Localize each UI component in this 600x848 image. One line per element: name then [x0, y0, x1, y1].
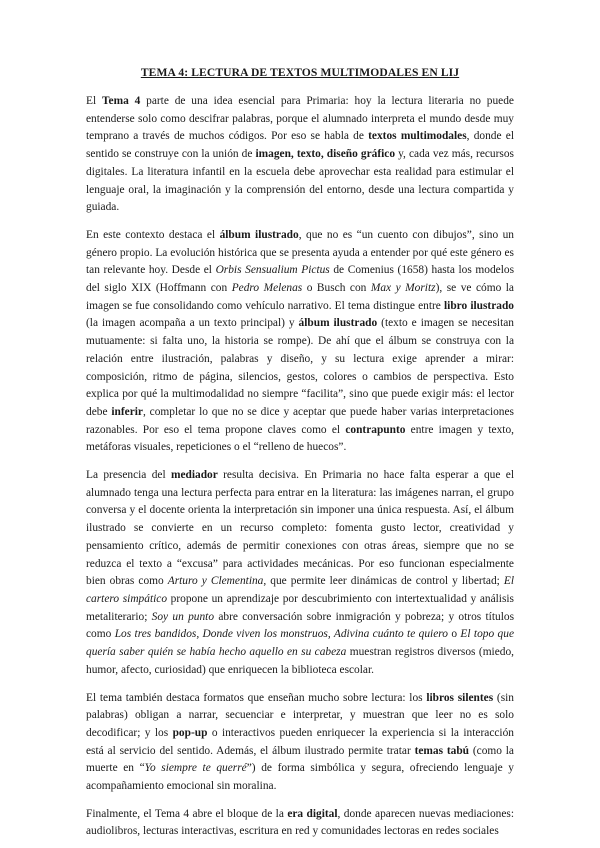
paragraph-era-digital: Finalmente, el Tema 4 abre el bloque de la era digital, donde aparecen nuevas mediaciones: audiolibros, lecturas interactivas, escritura en red y comunidades lectoras en redes sociales: [86, 807, 514, 838]
document-title: TEMA 4: LECTURA DE TEXTOS MULTIMODALES EN LIJ: [140, 66, 460, 79]
paragraph-album-ilustrado: En este contexto destaca el álbum ilustrado, que no es “un cuento con dibujos”, sino un género propio. La evolución histórica que se presenta ayuda a entender por qué este género es tan relevante hoy. Desde el Orbis Sensualium Pictus de Comenius (1658) hasta los modelos del siglo XIX (Hoffmann con Pedro Melenas o Busch con Max y Moritz), se ve cómo la imagen se fue consolidando como vehículo narrativo. El tema distingue entre libro ilustrado (la imagen acompaña a un texto principal) y álbum ilustrado (texto e imagen se necesitan mutuamente: si falta uno, la historia se rompe). De ahí que el álbum se construya con la relación entre ilustración, palabras y diseño, y su lectura exige aprender a mirar: composición, ritmo de página, silencios, gestos, colores o cambios de perspectiva. Esto explica por qué la multimodalidad no siempre “facilita”, sino que puede exigir más: el lector debe inferir, completar lo que no se dice y aceptar que puede haber varias interpretaciones razonables. Por eso el tema propone claves como el contrapunto entre imagen y texto, metáforas visuales, repeticiones o el “relleno de huecos”.: [86, 228, 515, 454]
paragraph-intro: El Tema 4 parte de una idea esencial para Primaria: hoy la lectura literaria no puede entenderse solo como descifrar palabras, porque el alumnado interpreta el mundo desde muy temprano a través de muchos códigos. Por eso se habla de textos multimodales, donde el sentido se construye con la unión de imagen, texto, diseño gráfico y, cada vez más, recursos digitales. La literatura infantil en la escuela debe aprovechar esta realidad para estimular el lenguaje oral, la imaginación y la comprensión del entorno, desde una lectura compartida y guiada.: [86, 95, 514, 214]
paragraph-mediador: La presencia del mediador resulta decisiva. En Primaria no hace falta esperar a que el alumnado tenga una lectura perfecta para entrar en la literatura: las imágenes narran, el grupo conversa y el docente orienta la interpretación sin imponer una única respuesta. Así, el álbum ilustrado se convierte en un recurso completo: fomenta gusto lector, creatividad y pensamiento crítico, además de permitir conexiones con otras áreas, siempre que no se reduzca el texto a “excusa” para actividades mecánicas. Por eso funcionan especialmente bien obras como Arturo y Clementina, que permite leer dinámicas de control y libertad; El cartero simpático propone un aprendizaje por descubrimiento con intertextualidad y análisis metaliterario; Soy un punto abre conversación sobre inmigración y pobreza; y otros títulos como Los tres bandidos, Donde viven los monstruos, Adivina cuánto te quiero o El topo que quería saber quién se había hecho aquello en su cabeza muestran registros diversos (miedo, humor, afecto, curiosidad) que enriquecen la biblioteca escolar.: [86, 469, 515, 676]
paragraph-formatos: El tema también destaca formatos que enseñan mucho sobre lectura: los libros silentes (sin palabras) obligan a narrar, secuenciar e interpretar, y muestran que leer no es solo decodificar; y los pop-up o interactivos pueden enriquecer la experiencia si la interacción está al servicio del sentido. Además, el álbum ilustrado permite tratar temas tabú (como la muerte en “Yo siempre te querré”) de forma simbólica y segura, ofreciendo lenguaje y acompañamiento emocional sin moralina.: [86, 691, 514, 793]
